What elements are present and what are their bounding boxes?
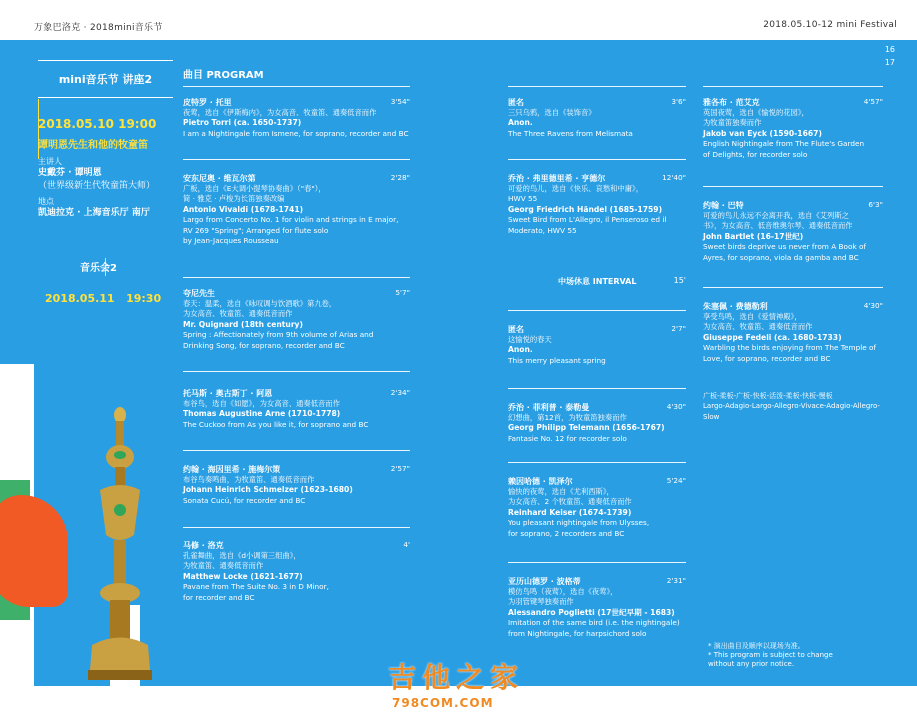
divider: [508, 462, 686, 463]
note-en-line: without any prior notice.: [708, 660, 795, 668]
heading-rule: [183, 86, 410, 87]
item-duration: 2'34": [390, 388, 410, 397]
item-duration: 2'7": [671, 324, 686, 333]
divider: [703, 86, 883, 87]
item-composer: Anon.: [508, 345, 533, 355]
item-title: 乔治 · 菲利普 · 泰勒曼: [508, 403, 590, 412]
note-en-line: * This program is subject to change: [708, 651, 833, 659]
item-zh-line: 三只乌鸦，选自《装饰音》: [508, 108, 596, 117]
program-item-keiser: [508, 476, 686, 539]
page-number-left: 16: [884, 45, 895, 54]
page-number-right: 17: [884, 58, 895, 67]
item-en-line: Largo from Concerto No. 1 for violin and strings in E major,: [183, 215, 399, 225]
item-en-line: The Three Ravens from Melismata: [508, 128, 633, 138]
item-zh-line: 享受鸟鸣，选自《爱情神殿》，: [703, 312, 802, 321]
watermark-url: 798COM.COM: [392, 696, 494, 710]
item-duration: 2'31": [666, 576, 686, 585]
item-en-line: Sweet birds deprive us never from A Book of: [703, 242, 867, 252]
top-bar: [0, 0, 917, 40]
item-title: 亚历山德罗 · 波格蒂: [508, 577, 581, 586]
item-en-line: by Jean-Jacques Rousseau: [183, 236, 279, 246]
item-duration: 4': [403, 540, 410, 549]
item-composer: Mr. Quignard (18th century): [183, 319, 303, 329]
item-en-line: Ayres, for soprano, viola da gamba and BC: [703, 252, 859, 262]
item-zh-line: 这愉悦的春天: [508, 335, 552, 344]
item-zh-line: HWV 55: [508, 194, 538, 204]
item-title: 雅各布 · 范艾克: [703, 98, 760, 107]
divider: [508, 388, 686, 389]
item-composer: Anon.: [508, 118, 533, 128]
item-zh-line: 模仿鸟鸣（夜莺），选自《夜莺》，: [508, 587, 618, 596]
item-zh-line: 为牧童笛独奏而作: [703, 118, 762, 128]
item-zh-line: 为牧童笛、通奏低音而作: [183, 561, 264, 571]
divider: [703, 186, 883, 187]
item-en-line: The Cuckoo from As you like it, for soprano and BC: [183, 419, 369, 429]
item-title: 约翰 · 巴特: [703, 201, 744, 210]
item-composer: Georg Philipp Telemann (1656-1767): [508, 423, 665, 433]
decor-orange-hand: [0, 495, 68, 607]
item-en-line: This merry pleasant spring: [508, 355, 606, 365]
venue: 凯迪拉克 · 上海音乐厅 南厅: [38, 208, 150, 218]
item-zh-line: 广板，选自《E大调小提琴协奏曲》（"春"），: [183, 184, 326, 193]
item-title: 匿名: [508, 325, 524, 334]
item-en-line: English Nightingale from The Flute's Garden: [703, 139, 865, 149]
item-composer: Thomas Augustine Arne (1710-1778): [183, 409, 341, 419]
item-en-line: Spring : Affectionately from 9th volume of Arias and: [183, 330, 374, 340]
item-zh-line: 可爱的鸟儿永远不会离开我，选自《艾列斯之: [703, 211, 849, 220]
lecture-box-title: mini音乐节 讲座2: [38, 60, 173, 98]
item-composer: Alessandro Poglietti (17世纪早期 - 1683): [508, 607, 675, 617]
item-title: 夸尼先生: [183, 289, 215, 298]
item-duration: 4'57": [863, 97, 883, 106]
note-zh: * 演出曲目及顺序以现场为准。: [708, 642, 805, 650]
item-en-line: for soprano, 2 recorders and BC: [508, 528, 625, 538]
item-duration: 3'6": [671, 97, 686, 106]
lecture-date: 2018.05.10 19:00: [38, 117, 157, 131]
program-item-poglietti: [508, 576, 686, 639]
item-duration: 4'30": [666, 402, 686, 411]
item-zh-line: 愉快的夜莺，选自《尤利西斯》，: [508, 487, 614, 496]
program-note: [708, 642, 883, 669]
item-en-line: Sonata Cucú, for recorder and BC: [183, 495, 306, 505]
divider: [183, 371, 410, 372]
watermark-text: 吉他之家: [388, 661, 525, 694]
item-zh-line: 孔雀舞曲，选自《d小调第三组曲》，: [183, 551, 301, 560]
item-duration: 6'3": [868, 200, 883, 209]
host-name: 史戴芬 · 谭明恩: [38, 168, 102, 178]
item-duration: 5'24": [666, 476, 686, 485]
item-zh-line: 可爱的鸟儿，选自《快乐、哀愁和中庸》，: [508, 184, 643, 193]
concert-title: 音乐会2: [80, 263, 117, 274]
program-heading: 曲目 PROGRAM: [183, 70, 264, 81]
item-zh-line: 为女高音、牧童笛、通奏低音而作: [183, 309, 293, 319]
item-zh-line: 布谷鸟，选自《如愿》，为女高音、通奏低音而作: [183, 399, 340, 408]
item-en-line: Love, for soprano, recorder and BC: [703, 353, 831, 363]
item-zh-line: 为女高音、2 个牧童笛、通奏低音而作: [508, 497, 632, 507]
tempo-zh: 广板-柔板-广板-快板-活泼-柔板-快板-慢板: [703, 392, 833, 400]
program-item-fedeli: [703, 301, 883, 364]
divider: [508, 86, 686, 87]
program-item-torri: [183, 97, 410, 139]
item-zh-line: 为羽管键琴独奏而作: [508, 597, 574, 607]
interval-label: 中场休息 INTERVAL: [558, 277, 637, 286]
item-en-line: Warbling the birds enjoying from The Temple of: [703, 343, 877, 353]
item-zh-line: 书》，为女高音、低音维奥尔琴、通奏低音而作: [703, 221, 853, 231]
divider: [183, 450, 410, 451]
item-title: 乔治 · 弗里德里希 · 亨德尔: [508, 174, 606, 183]
program-item-schmelzer: [183, 464, 410, 506]
item-en-line: You pleasant nightingale from Ulysses,: [508, 518, 650, 528]
item-title: 赖因哈德 · 凯泽尔: [508, 477, 573, 486]
item-en-line: I am a Nightingale from Ismene, for soprano, recorder and BC: [183, 128, 409, 138]
item-en-line: RV 269 "Spring"; Arranged for flute solo: [183, 225, 329, 235]
program-item-locke: [183, 540, 410, 603]
program-item-quignard: [183, 288, 410, 351]
tempo-en: Largo-Adagio-Largo-Allegro-Vivace-Adagio-Allegro-Slow: [703, 402, 880, 421]
program-item-bartlet: [703, 200, 883, 263]
item-en-line: for recorder and BC: [183, 592, 255, 602]
item-duration: 2'57": [390, 464, 410, 473]
item-zh-line: 英国夜莺，选自《愉悦的花园》，: [703, 108, 809, 117]
program-page: [0, 40, 917, 686]
concert-date: 2018.05.11: [45, 292, 115, 305]
item-composer: John Bartlet (16-17世纪): [703, 231, 804, 241]
item-zh-line: 简 · 雅克 · 卢梭为长笛独奏改编: [183, 194, 285, 204]
concert-time: 19:30: [126, 292, 162, 305]
trophy-icon: [70, 395, 170, 685]
program-item-handel: [508, 173, 686, 236]
item-title: 匿名: [508, 98, 524, 107]
item-composer: Johann Heinrich Schmelzer (1623-1680): [183, 485, 353, 495]
item-en-line: Moderato, HWV 55: [508, 225, 577, 235]
program-item-vivaldi: [183, 173, 410, 246]
item-en-line: Drinking Song, for soprano, recorder and BC: [183, 340, 345, 350]
item-en-line: Pavane from The Suite No. 3 in D Minor,: [183, 582, 329, 592]
item-zh-line: 幻想曲，第12首，为牧童笛独奏而作: [508, 413, 627, 422]
item-zh-line: 为女高音、牧童笛、通奏低音而作: [703, 322, 813, 332]
item-composer: Reinhard Keiser (1674-1739): [508, 507, 632, 517]
item-title: 约翰 · 海因里希 · 施梅尔策: [183, 465, 281, 474]
program-item-anon-spring: [508, 324, 686, 366]
item-title: 托马斯 · 奥古斯丁 · 阿恩: [183, 389, 273, 398]
header-left: 万象巴洛克 · 2018mini音乐节: [34, 23, 163, 33]
item-title: 安东尼奥 · 维瓦尔第: [183, 174, 256, 183]
item-composer: Jakob van Eyck (1590-1667): [703, 128, 822, 138]
item-composer: Antonio Vivaldi (1678-1741): [183, 204, 304, 214]
program-item-anon-ravens: [508, 97, 686, 139]
item-composer: Pietro Torri (ca. 1650-1737): [183, 118, 302, 128]
item-composer: Giuseppe Fedeli (ca. 1680-1733): [703, 332, 842, 342]
divider: [183, 277, 410, 278]
divider: [183, 527, 410, 528]
program-item-van-eyck: [703, 97, 883, 160]
item-duration: 4'30": [863, 301, 883, 310]
item-composer: Georg Friedrich Händel (1685-1759): [508, 204, 663, 214]
host-label: 主讲人: [38, 157, 62, 166]
host-note: （世界级新生代牧童笛大师）: [38, 181, 156, 191]
divider: [508, 310, 686, 311]
item-duration: 3'54": [390, 97, 410, 106]
item-title: 皮特罗 · 托里: [183, 98, 232, 107]
header-right: 2018.05.10-12 mini Festival: [763, 20, 897, 30]
item-zh-line: 布谷鸟奏鸣曲，为牧童笛、通奏低音而作: [183, 475, 315, 484]
item-title: 朱塞佩 · 费德勒利: [703, 302, 768, 311]
divider: [508, 159, 686, 160]
item-composer: Matthew Locke (1621-1677): [183, 571, 303, 581]
item-zh-line: 夜莺，选自《伊斯梅内》，为女高音、牧童笛、通奏低音而作: [183, 108, 377, 117]
item-en-line: Imitation of the same bird (i.e. the nightingale): [508, 618, 680, 628]
program-item-telemann: [508, 402, 686, 444]
item-en-line: Fantasie No. 12 for recorder solo: [508, 433, 627, 443]
divider: [703, 287, 883, 288]
item-zh-line: 春天：温柔，选自《咏叹调与饮酒歌》第九卷，: [183, 299, 337, 308]
item-en-line: of Delights, for recorder solo: [703, 149, 808, 159]
tempo-list: [703, 391, 883, 422]
item-title: 马修 · 洛克: [183, 541, 224, 550]
program-item-arne: [183, 388, 410, 430]
item-duration: 2'28": [390, 173, 410, 182]
item-duration: 12'40": [662, 173, 686, 182]
item-en-line: from Nightingale, for harpsichord solo: [508, 628, 647, 638]
divider: [508, 562, 686, 563]
venue-label: 地点: [38, 197, 54, 206]
divider: [183, 159, 410, 160]
lecture-subtitle: 谭明恩先生和他的牧童笛: [38, 140, 148, 151]
item-duration: 5'7": [395, 288, 410, 297]
interval-duration: 15': [673, 276, 686, 285]
item-en-line: Sweet Bird from L'Allegro, il Penseroso ed il: [508, 215, 667, 225]
